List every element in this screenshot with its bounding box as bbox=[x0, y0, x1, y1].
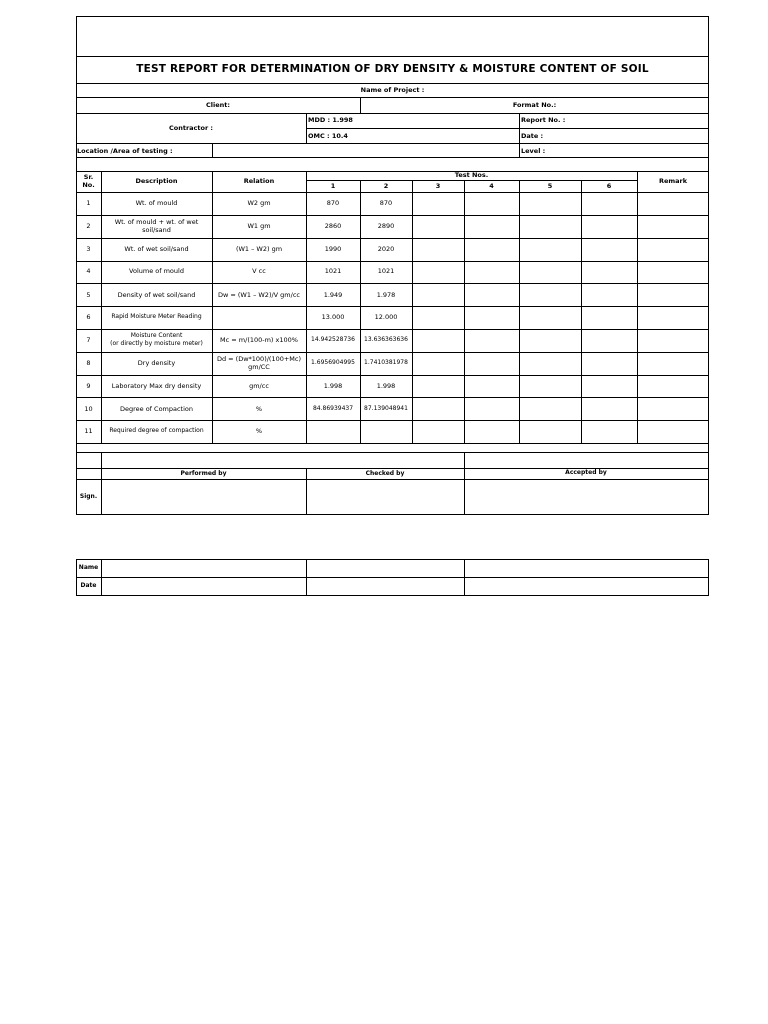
format-label: Format No.: bbox=[512, 101, 557, 109]
row-sr: 8 bbox=[86, 359, 91, 367]
rule bbox=[101, 452, 102, 514]
report-no-label: Report No. : bbox=[521, 116, 566, 124]
rule bbox=[76, 352, 709, 353]
row-test2-value: 1.998 bbox=[376, 382, 396, 390]
rule bbox=[360, 180, 361, 443]
frame-bottom bbox=[76, 514, 709, 515]
rule bbox=[76, 420, 709, 421]
rule bbox=[76, 329, 709, 330]
level-label: Level : bbox=[521, 147, 546, 155]
rule bbox=[306, 180, 637, 181]
rule bbox=[76, 306, 709, 307]
row-test2-value: 1.7410381978 bbox=[364, 359, 408, 366]
rule bbox=[212, 171, 213, 443]
row-test1-value: 1.998 bbox=[323, 382, 343, 390]
rule bbox=[464, 559, 465, 596]
rule bbox=[76, 479, 709, 480]
rule bbox=[76, 595, 709, 596]
rule bbox=[306, 559, 307, 596]
row-test1-value: 1.6956904995 bbox=[311, 359, 355, 366]
row-relation: Dd = (Dw*100)/(100+Mc) gm/CC bbox=[216, 355, 302, 371]
col-remark-header: Remark bbox=[658, 177, 688, 185]
test-no-5: 5 bbox=[547, 182, 553, 190]
row-relation: W2 gm bbox=[247, 199, 271, 207]
col-description-header: Description bbox=[135, 177, 178, 185]
col-relation-header: Relation bbox=[243, 177, 275, 185]
rule bbox=[412, 180, 413, 443]
row-test2-value: 2890 bbox=[377, 222, 395, 230]
checked-by-label: Checked by bbox=[365, 470, 405, 477]
frame-top bbox=[76, 16, 709, 17]
row-description: Required degree of compaction bbox=[109, 427, 204, 434]
row-test2-value: 1.978 bbox=[376, 291, 396, 299]
accepted-by-label: Accepted by bbox=[565, 469, 607, 476]
row-test1-value: 84.86939437 bbox=[312, 405, 354, 412]
test-no-3: 3 bbox=[435, 182, 441, 190]
rule bbox=[76, 113, 709, 114]
rule bbox=[212, 143, 213, 157]
report-title: TEST REPORT FOR DETERMINATION OF DRY DENSITY & MOISTURE CONTENT OF SOIL bbox=[136, 63, 649, 75]
name-label: Name bbox=[78, 564, 99, 571]
rule bbox=[76, 215, 709, 216]
row-relation: % bbox=[255, 405, 263, 413]
row-sr: 11 bbox=[84, 427, 93, 435]
rule bbox=[76, 261, 709, 262]
rule bbox=[76, 443, 709, 444]
row-test1-value: 1021 bbox=[324, 267, 342, 275]
rule bbox=[101, 559, 102, 596]
footer-date-label: Date bbox=[80, 582, 97, 589]
client-label: Client: bbox=[206, 101, 230, 109]
row-sr: 7 bbox=[86, 336, 91, 344]
project-label: Name of Project : bbox=[360, 86, 425, 94]
row-sr: 10 bbox=[84, 405, 93, 413]
row-test2-value: 87.139048941 bbox=[364, 405, 408, 412]
row-test1-value: 1.949 bbox=[323, 291, 343, 299]
row-description: Wt. of mould + wt. of wet soil/sand bbox=[114, 218, 199, 234]
test-no-2: 2 bbox=[383, 182, 389, 190]
rule bbox=[76, 577, 709, 578]
row-description: Wt. of wet soil/sand bbox=[124, 245, 189, 253]
sign-label: Sign. bbox=[79, 493, 98, 500]
row-description: Dry density bbox=[137, 359, 176, 367]
rule bbox=[76, 283, 709, 284]
rule bbox=[76, 83, 709, 84]
rule bbox=[76, 143, 709, 144]
row-test1-value: 870 bbox=[326, 199, 340, 207]
rule bbox=[76, 452, 709, 453]
rule bbox=[306, 128, 709, 129]
row-relation: V cc bbox=[252, 267, 266, 275]
rule bbox=[581, 180, 582, 443]
omc-value: OMC : 10.4 bbox=[308, 132, 348, 140]
row-test1-value: 13.000 bbox=[321, 313, 345, 321]
rule bbox=[306, 171, 307, 443]
test-no-6: 6 bbox=[606, 182, 612, 190]
row-relation: gm/cc bbox=[249, 382, 269, 390]
rule bbox=[464, 452, 465, 514]
row-relation: % bbox=[255, 427, 263, 435]
row-test1-value: 2860 bbox=[324, 222, 342, 230]
row-test2-value: 13.636363636 bbox=[364, 336, 408, 343]
test-no-4: 4 bbox=[489, 182, 494, 190]
row-description: Density of wet soil/sand bbox=[117, 291, 196, 299]
location-label: Location /Area of testing : bbox=[77, 147, 173, 155]
row-relation: (W1 – W2) gm bbox=[235, 245, 283, 253]
row-description: Laboratory Max dry density bbox=[111, 382, 202, 390]
rule bbox=[637, 171, 638, 443]
rule bbox=[76, 397, 709, 398]
mdd-value: MDD : 1.998 bbox=[308, 116, 353, 124]
row-sr: 9 bbox=[86, 382, 91, 390]
rule bbox=[101, 171, 102, 443]
rule bbox=[76, 56, 709, 57]
row-description: Rapid Moisture Meter Reading bbox=[111, 313, 202, 320]
row-sr: 5 bbox=[86, 291, 91, 299]
row-test2-value: 2020 bbox=[377, 245, 395, 253]
row-sr: 6 bbox=[86, 313, 91, 321]
row-test2-value: 1021 bbox=[377, 267, 395, 275]
row-description: Moisture Content (or directly by moisture meter) bbox=[110, 332, 203, 347]
row-sr: 1 bbox=[86, 199, 91, 207]
row-sr: 2 bbox=[86, 222, 91, 230]
row-test2-value: 12.000 bbox=[374, 313, 398, 321]
rule bbox=[708, 559, 709, 596]
row-test1-value: 1990 bbox=[324, 245, 342, 253]
row-relation: Dw = (W1 – W2)/V gm/cc bbox=[218, 291, 300, 299]
rule bbox=[76, 238, 709, 239]
date-label: Date : bbox=[521, 132, 544, 140]
row-sr: 4 bbox=[86, 267, 91, 275]
row-relation: W1 gm bbox=[247, 222, 271, 230]
row-sr: 3 bbox=[86, 245, 91, 253]
row-description: Wt. of mould bbox=[135, 199, 178, 207]
row-test1-value: 14.942528736 bbox=[311, 336, 355, 343]
rule bbox=[464, 180, 465, 443]
rule bbox=[76, 97, 709, 98]
performed-by-label: Performed by bbox=[180, 470, 227, 477]
rule bbox=[519, 113, 520, 157]
rule bbox=[76, 559, 709, 560]
col-sr-header: Sr. No. bbox=[82, 173, 95, 189]
rule bbox=[76, 157, 709, 158]
row-description: Degree of Compaction bbox=[119, 405, 194, 413]
col-tests-header: Test Nos. bbox=[454, 171, 489, 179]
test-no-1: 1 bbox=[330, 182, 336, 190]
rule bbox=[76, 192, 709, 193]
row-relation: Mc = m/(100-m) x100% bbox=[220, 336, 298, 344]
rule bbox=[519, 180, 520, 443]
rule bbox=[306, 113, 307, 143]
contractor-label: Contractor : bbox=[168, 124, 214, 132]
row-test2-value: 870 bbox=[379, 199, 393, 207]
row-description: Volume of mould bbox=[129, 267, 184, 275]
rule bbox=[76, 375, 709, 376]
